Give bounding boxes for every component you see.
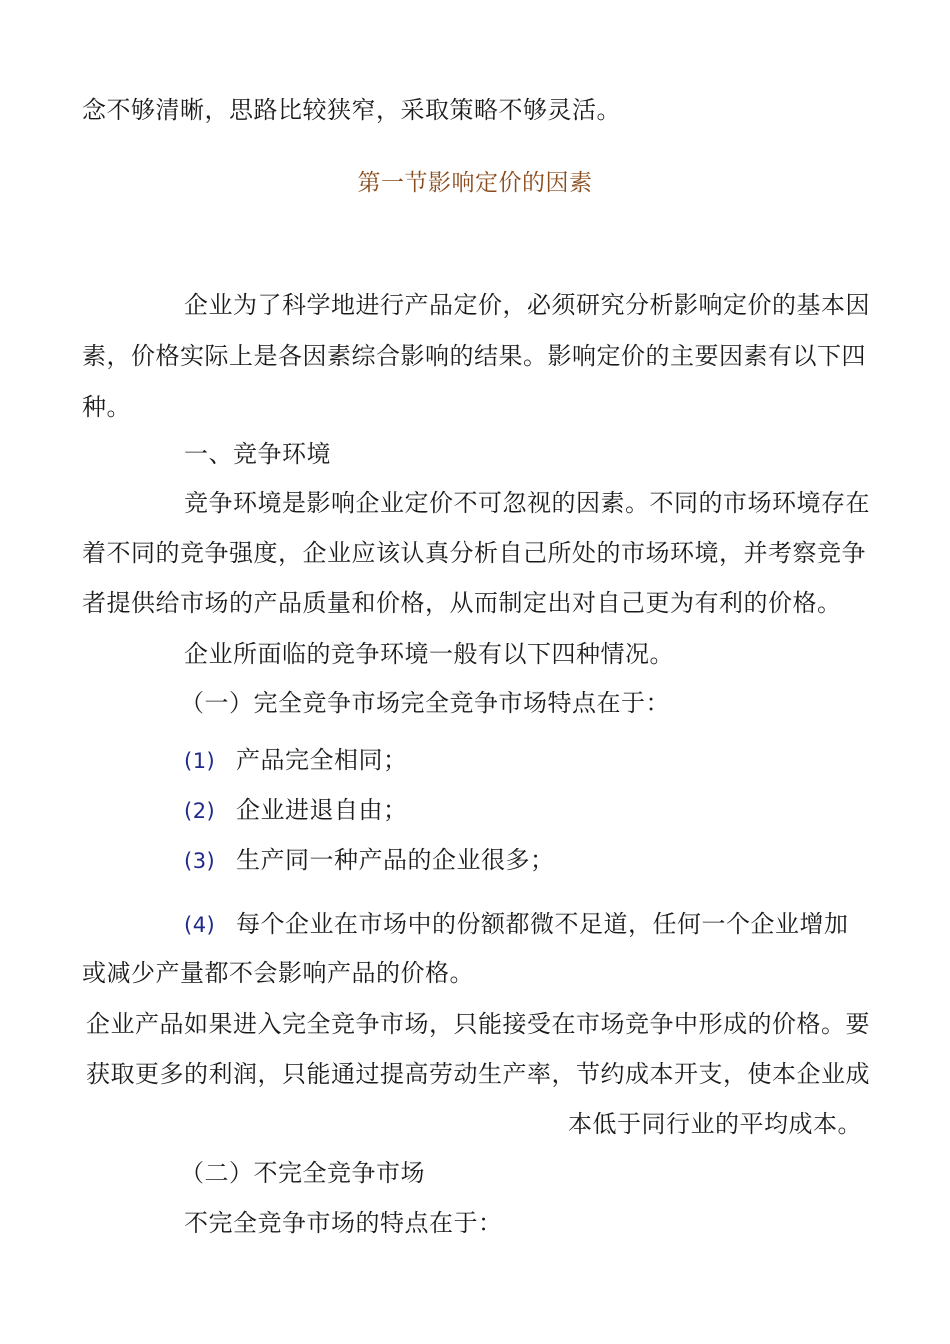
- list-item-1: [184, 745, 408, 776]
- list-number: (1): [184, 749, 216, 773]
- list-number: (2): [184, 799, 216, 823]
- paragraph-2-line-2: 着不同的竞争强度，企业应该认真分析自己所处的市场环境，并考察竞争: [82, 539, 866, 567]
- paragraph-2-line-1: 竞争环境是影响企业定价不可忽视的因素。不同的市场环境存在: [184, 489, 870, 517]
- list-item-4: [184, 909, 849, 940]
- list-number: (3): [184, 849, 216, 873]
- paragraph-1-line-2: 素，价格实际上是各因素综合影响的结果。影响定价的主要因素有以下四: [82, 342, 866, 370]
- sub-heading-perfect-competition: （一）完全竞争市场完全竞争市场特点在于：: [180, 689, 670, 717]
- paragraph-5: 不完全竞争市场的特点在于：: [184, 1209, 503, 1237]
- section-heading: 第一节影响定价的因素: [357, 170, 593, 196]
- list-item-text: 企业进退自由；: [236, 796, 408, 824]
- list-item-3: [184, 845, 555, 876]
- paragraph-3: 企业所面临的竞争环境一般有以下四种情况。: [184, 640, 674, 668]
- paragraph-4-line-1: 企业产品如果进入完全竞争市场，只能接受在市场竞争中形成的价格。要: [86, 1010, 870, 1038]
- list-item-2: [184, 795, 408, 826]
- paragraph-4-line-3: 本低于同行业的平均成本。: [568, 1110, 862, 1138]
- paragraph-2-line-3: 者提供给市场的产品质量和价格，从而制定出对自己更为有利的价格。: [82, 589, 842, 617]
- list-item-4-continuation: 或减少产量都不会影响产品的价格。: [82, 959, 474, 987]
- list-item-text: 生产同一种产品的企业很多；: [236, 846, 555, 874]
- list-number: (4): [184, 913, 216, 937]
- list-item-text: 每个企业在市场中的份额都微不足道，任何一个企业增加: [236, 910, 849, 938]
- text-line-intro: 念不够清晰，思路比较狭窄，采取策略不够灵活。: [82, 96, 621, 124]
- paragraph-1-line-3: 种。: [82, 393, 131, 421]
- list-item-text: 产品完全相同；: [236, 746, 408, 774]
- paragraph-4-line-2: 获取更多的利润，只能通过提高劳动生产率，节约成本开支，使本企业成: [86, 1060, 870, 1088]
- paragraph-1-line-1: 企业为了科学地进行产品定价，必须研究分析影响定价的基本因: [184, 291, 870, 319]
- subsection-heading-competition: 一、竞争环境: [184, 440, 331, 468]
- sub-heading-imperfect-competition: （二）不完全竞争市场: [180, 1159, 425, 1187]
